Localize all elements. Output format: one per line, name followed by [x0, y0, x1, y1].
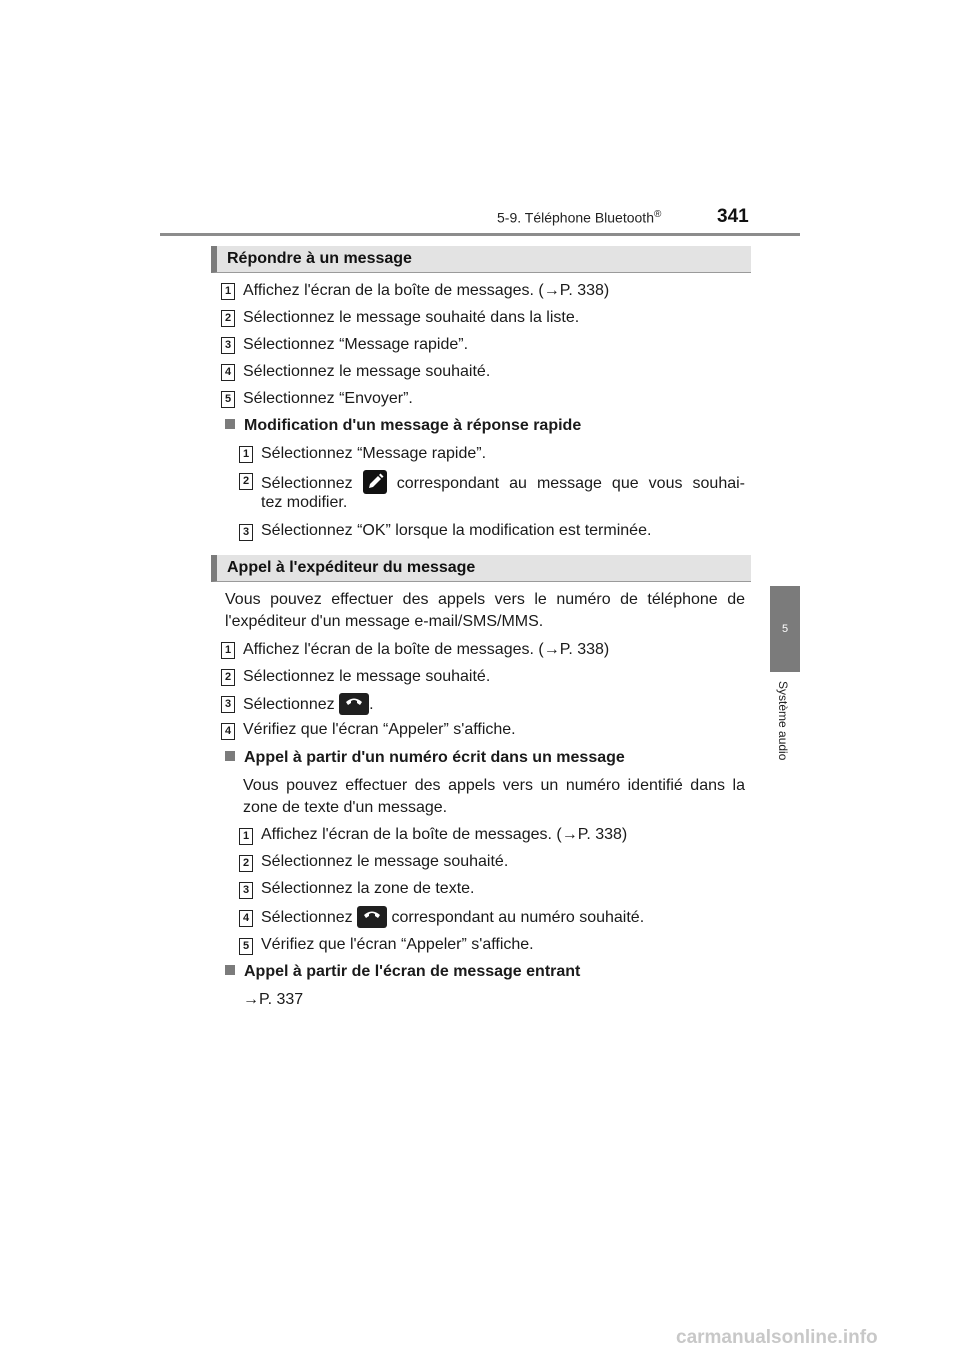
square-bullet-icon: [225, 751, 235, 761]
subsection-intro-line: Vous pouvez effectuer des appels vers un numéro identifié dans la: [243, 777, 745, 794]
step-text: Affichez l'écran de la boîte de messages. (→P. 338): [243, 282, 610, 299]
subsection-title: [225, 748, 625, 768]
step-text: Sélectionnez le message souhaité.: [243, 363, 491, 380]
section-title: [211, 246, 751, 273]
step-number: 2: [239, 473, 253, 490]
registered-mark: ®: [653, 209, 662, 220]
step-text: Sélectionnez “OK” lorsque la modification est terminée.: [261, 522, 652, 539]
step-text: Affichez l'écran de la boîte de messages. (→P. 338): [243, 641, 610, 658]
step-text: Affichez l'écran de la boîte de messages. (→P. 338): [261, 826, 628, 843]
step-number: 5: [239, 938, 253, 955]
chapter-tab: [770, 586, 800, 672]
section-intro-line: Vous pouvez effectuer des appels vers le numéro de téléphone de: [225, 591, 745, 608]
step-number: 1: [221, 642, 235, 659]
step-number: 3: [221, 696, 235, 713]
header-rule: [160, 233, 800, 236]
step-text-part: Sélectionnez: [261, 909, 353, 926]
subsection-title-text: Appel à partir d'un numéro écrit dans un message: [244, 749, 625, 766]
step-text-continued: tez modifier.: [261, 494, 348, 511]
subsection-intro-line: zone de texte d'un message.: [243, 799, 448, 816]
step-number: 4: [221, 364, 235, 381]
step-number: 2: [239, 855, 253, 872]
square-bullet-icon: [225, 965, 235, 975]
subsection-title-text: Modification d'un message à réponse rapide: [244, 417, 582, 434]
step-number: 1: [239, 446, 253, 463]
step-number: 1: [239, 828, 253, 845]
section-title-text: Appel à l'expéditeur du message: [227, 559, 476, 576]
step-text: Sélectionnez le message souhaité dans la liste.: [243, 309, 580, 326]
step-text: Vérifiez que l'écran “Appeler” s'affiche.: [243, 721, 516, 738]
chapter-tab-number: 5: [781, 623, 789, 635]
step-text: Sélectionnez “Envoyer”.: [243, 390, 413, 407]
step-number: 2: [221, 310, 235, 327]
step-number: 3: [221, 337, 235, 354]
step-text-part: correspondant au message que vous souhai-: [396, 475, 745, 492]
step-text-part: .: [369, 696, 374, 713]
section-title-text: Répondre à un message: [227, 250, 412, 267]
step-text: Sélectionnez le message souhaité.: [261, 853, 509, 870]
step-text: [243, 693, 374, 715]
phone-icon: [339, 693, 369, 715]
subsection-title-text: Appel à partir de l'écran de message entrant: [244, 963, 581, 980]
step-text: Vérifiez que l'écran “Appeler” s'affiche.: [261, 936, 534, 953]
step-text: Sélectionnez “Message rapide”.: [243, 336, 469, 353]
pencil-icon: [363, 470, 387, 494]
phone-icon: [357, 906, 387, 928]
subsection-title: [225, 962, 580, 982]
step-number: 2: [221, 669, 235, 686]
step-number: 1: [221, 283, 235, 300]
section-title: [211, 555, 751, 582]
page-number: 341: [717, 206, 749, 227]
square-bullet-icon: [225, 419, 235, 429]
step-text-part: Sélectionnez: [243, 696, 335, 713]
step-number: 4: [239, 910, 253, 927]
step-number: 5: [221, 391, 235, 408]
step-text: [261, 470, 745, 494]
chapter-text: 5-9. Téléphone Bluetooth: [497, 209, 654, 226]
watermark: carmanualsonline.info: [676, 1327, 878, 1348]
step-number: 3: [239, 882, 253, 899]
subsection-title: [225, 416, 581, 436]
section-intro-line: l'expéditeur d'un message e-mail/SMS/MMS.: [225, 613, 544, 630]
chapter-title: [497, 209, 661, 226]
step-text: Sélectionnez “Message rapide”.: [261, 445, 487, 462]
step-text: Sélectionnez la zone de texte.: [261, 880, 475, 897]
step-text-part: correspondant au numéro souhaité.: [391, 909, 645, 926]
step-number: 3: [239, 524, 253, 541]
step-number: 4: [221, 723, 235, 740]
chapter-tab-label: Système audio: [776, 681, 790, 761]
step-text: [261, 906, 644, 928]
step-text-part: Sélectionnez: [261, 475, 353, 492]
page-reference-link[interactable]: →P. 337: [243, 991, 304, 1008]
step-text: Sélectionnez le message souhaité.: [243, 668, 491, 685]
